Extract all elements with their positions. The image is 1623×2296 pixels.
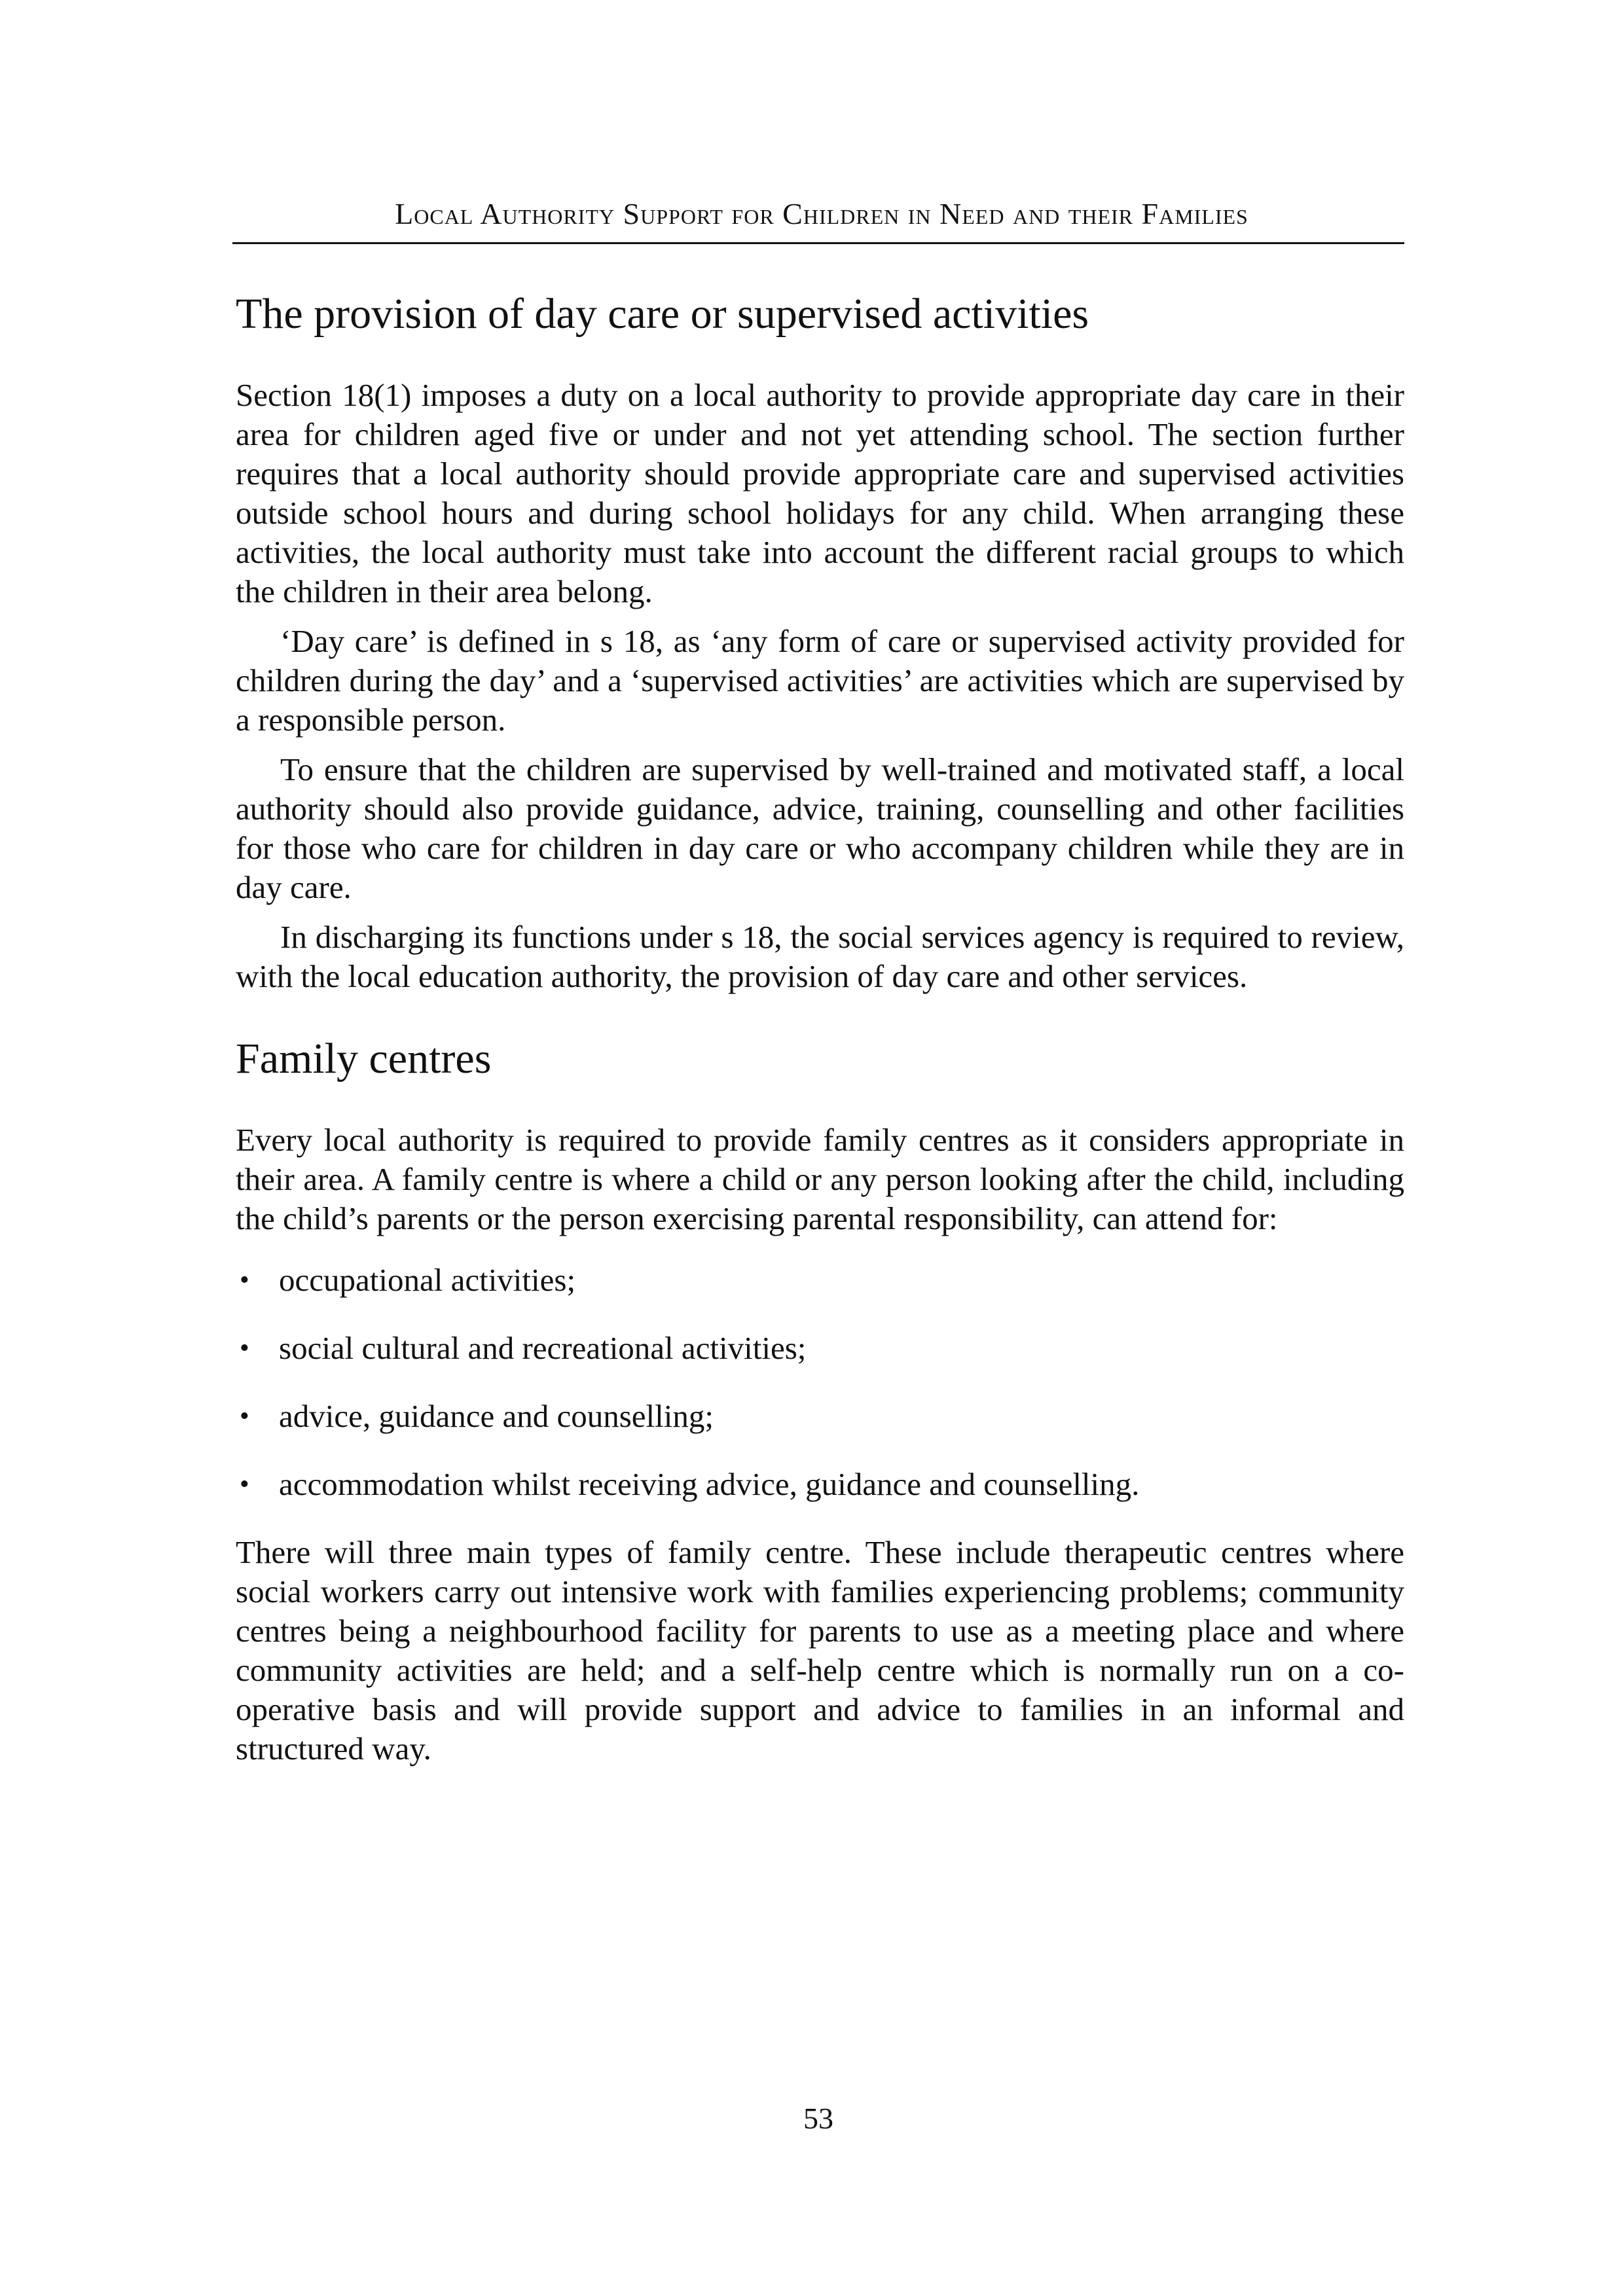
- family-centre-activities-list: [236, 1261, 1404, 1504]
- list-item-text: social cultural and recreational activities;: [279, 1330, 807, 1366]
- bullet-icon: •: [240, 1469, 249, 1499]
- page-content: [236, 288, 1404, 1779]
- paragraph-review-duty: In discharging its functions under s 18, the social services agency is required to review, with the local education authority, the provision of day care and other services.: [236, 919, 1404, 994]
- section-heading-family-centres: Family centres: [236, 1035, 492, 1083]
- bullet-icon: •: [240, 1401, 249, 1431]
- list-item-text: accommodation whilst receiving advice, guidance and counselling.: [279, 1466, 1140, 1502]
- list-item: [236, 1261, 1404, 1300]
- list-item: [236, 1465, 1404, 1504]
- bullet-icon: •: [240, 1333, 249, 1363]
- bullet-icon: •: [240, 1265, 249, 1295]
- list-item-text: advice, guidance and counselling;: [279, 1398, 714, 1434]
- paragraph-staff-guidance: To ensure that the children are supervised by well-trained and motivated staff, a local authority should also provide guidance, advice, training, counselling and other facilities for those who care for children in day care or who accompany children while they are in day care.: [236, 751, 1404, 905]
- header-rule: [232, 242, 1404, 244]
- paragraph-section-18: Section 18(1) imposes a duty on a local authority to provide appropriate day care in their area for children aged five or under and not yet attending school. The section further requires that a local authority should provide appropriate care and supervised activities outside school hours and during school holidays for any child. When arranging these activities, the local authority must take into account the different racial groups to which the children in their area belong.: [236, 377, 1404, 609]
- running-head: Local Authority Support for Children in Need and their Families: [395, 197, 1249, 230]
- section-spacer: [236, 1007, 1404, 1033]
- paragraph-day-care-definition: ‘Day care’ is defined in s 18, as ‘any form of care or supervised activity provided for children during the day’ and a ‘supervised activities’ are activities which are supervised by a responsible person.: [236, 623, 1404, 738]
- list-item: [236, 1329, 1404, 1368]
- list-item-text: occupational activities;: [279, 1262, 576, 1298]
- page-number: 53: [803, 2102, 833, 2135]
- section-heading-day-care: The provision of day care or supervised activities: [236, 290, 1089, 338]
- list-item: [236, 1397, 1404, 1436]
- paragraph-family-centre-types: There will three main types of family centre. These include therapeutic centres where social workers carry out intensive work with families experiencing problems; community centres being a neighbourhood facility for parents to use as a meeting place and where community activities are held; and a self-help centre which is normally run on a co-operative basis and will provide support and advice to families in an informal and structured way.: [236, 1534, 1404, 1767]
- paragraph-family-centres-intro: Every local authority is required to provide family centres as it considers appropriate in their area. A family centre is where a child or any person looking after the child, including the child’s parents or the person exercising parental responsibility, can attend for:: [236, 1122, 1404, 1236]
